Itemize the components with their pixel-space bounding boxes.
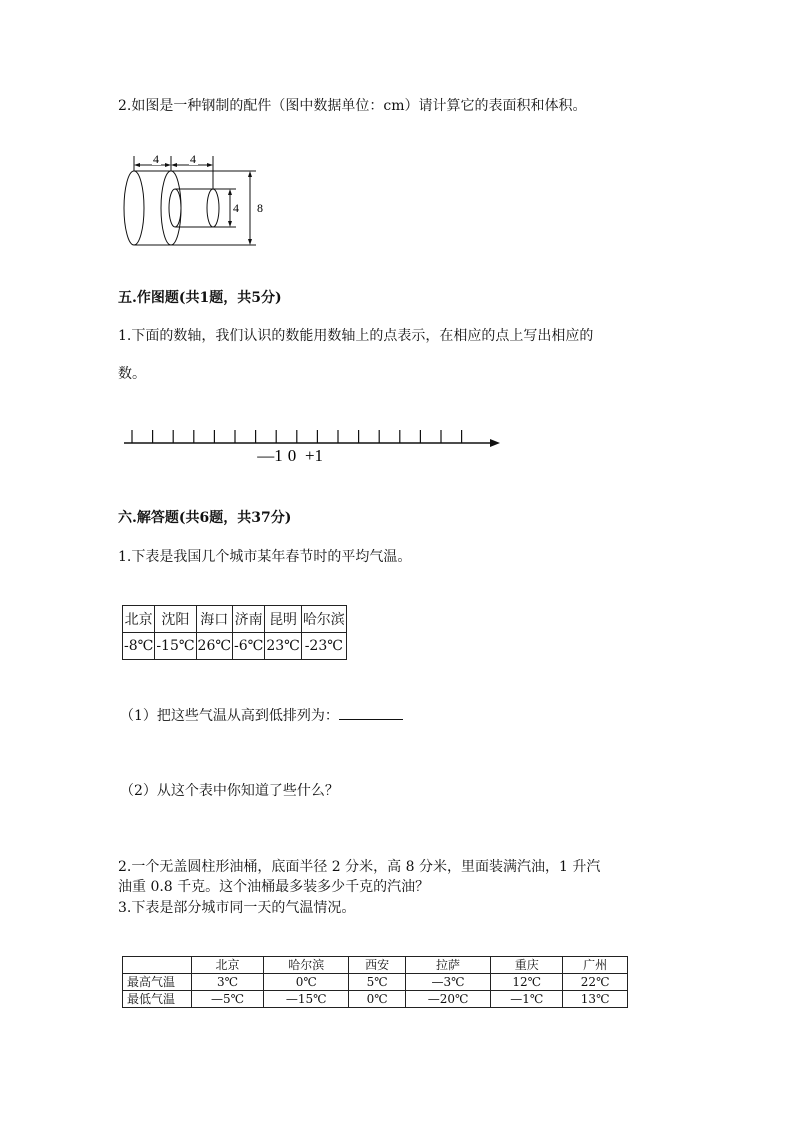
temp-cell: -15℃ (155, 633, 196, 660)
steel-part-figure (118, 148, 278, 252)
city-cell: 沈阳 (155, 606, 196, 633)
row-label: 最低气温 (123, 991, 192, 1008)
axis-label-positive-one: +1 (304, 446, 324, 465)
city-cell: 哈尔滨 (301, 606, 346, 633)
table-cell: 5℃ (349, 974, 406, 991)
header-cell: 哈尔滨 (264, 957, 349, 974)
header-cell: 西安 (349, 957, 406, 974)
city-temperature-table (122, 956, 628, 1008)
temp-cell: -23℃ (301, 633, 346, 660)
temp-cell: 23℃ (265, 633, 301, 660)
city-cell: 北京 (123, 606, 155, 633)
axis-label-negative-one: —1 (257, 446, 283, 465)
section6-question1: 1.下表是我国几个城市某年春节时的平均气温。 (118, 549, 412, 565)
section5-heading: 五.作图题(共1题，共5分) (118, 290, 282, 306)
table-cell: —3℃ (405, 974, 490, 991)
table-cell: 0℃ (264, 974, 349, 991)
table-row (123, 633, 347, 660)
header-cell: 广州 (563, 957, 628, 974)
dim-label-top-right: 4 (190, 152, 196, 166)
axis-label-zero: 0 (287, 446, 297, 465)
large-cylinder-left-face (124, 171, 144, 245)
table-row (123, 991, 628, 1008)
section5-question1-line2: 数。 (118, 366, 146, 382)
subquestion-1-text: （1）把这些气温从高到低排列为： (120, 708, 339, 724)
dim-label-inner-height: 4 (233, 201, 239, 215)
section6-question2-line2: 油重 0.8 千克。这个油桶最多装多少千克的汽油？ (118, 879, 430, 895)
dim-label-top-left: 4 (153, 152, 159, 166)
temp-cell: -8℃ (123, 633, 155, 660)
table-cell: —20℃ (405, 991, 490, 1008)
question-steel-part: 2.如图是一种钢制的配件（图中数据单位：cm）请计算它的表面积和体积。 (118, 98, 587, 114)
header-cell: 拉萨 (405, 957, 490, 974)
city-cell: 济南 (233, 606, 265, 633)
table-cell: —15℃ (264, 991, 349, 1008)
section6-question3: 3.下表是部分城市同一天的气温情况。 (118, 900, 356, 916)
section6-heading: 六.解答题(共6题，共37分) (118, 510, 292, 526)
table-cell: —5℃ (192, 991, 264, 1008)
header-cell (123, 957, 192, 974)
header-cell: 北京 (192, 957, 264, 974)
table-row (123, 606, 347, 633)
small-cylinder-right-face (207, 189, 219, 227)
temp-cell: -6℃ (233, 633, 265, 660)
section6-question2-line1: 2.一个无盖圆柱形油桶，底面半径 2 分米，高 8 分米，里面装满汽油，1 升汽 (118, 859, 601, 875)
table-cell: —1℃ (491, 991, 563, 1008)
row-label: 最高气温 (123, 974, 192, 991)
table-cell: 0℃ (349, 991, 406, 1008)
subquestion-1 (120, 705, 403, 726)
answer-blank[interactable] (339, 705, 403, 720)
city-cell: 昆明 (265, 606, 301, 633)
subquestion-2: （2）从这个表中你知道了些什么？ (120, 783, 339, 799)
table-cell: 22℃ (563, 974, 628, 991)
table-cell: 12℃ (491, 974, 563, 991)
dim-label-outer-height: 8 (257, 201, 263, 215)
section5-question1-line1: 1.下面的数轴，我们认识的数能用数轴上的点表示，在相应的点上写出相应的 (118, 328, 594, 344)
table-row (123, 974, 628, 991)
city-cell: 海口 (196, 606, 232, 633)
table-cell: 13℃ (563, 991, 628, 1008)
temp-cell: 26℃ (196, 633, 232, 660)
table-cell: 3℃ (192, 974, 264, 991)
large-cylinder-right-face (161, 171, 181, 245)
number-line-arrow (490, 439, 500, 447)
spring-festival-temperature-table (122, 605, 347, 660)
table-header-row (123, 957, 628, 974)
header-cell: 重庆 (491, 957, 563, 974)
number-line (118, 420, 508, 470)
